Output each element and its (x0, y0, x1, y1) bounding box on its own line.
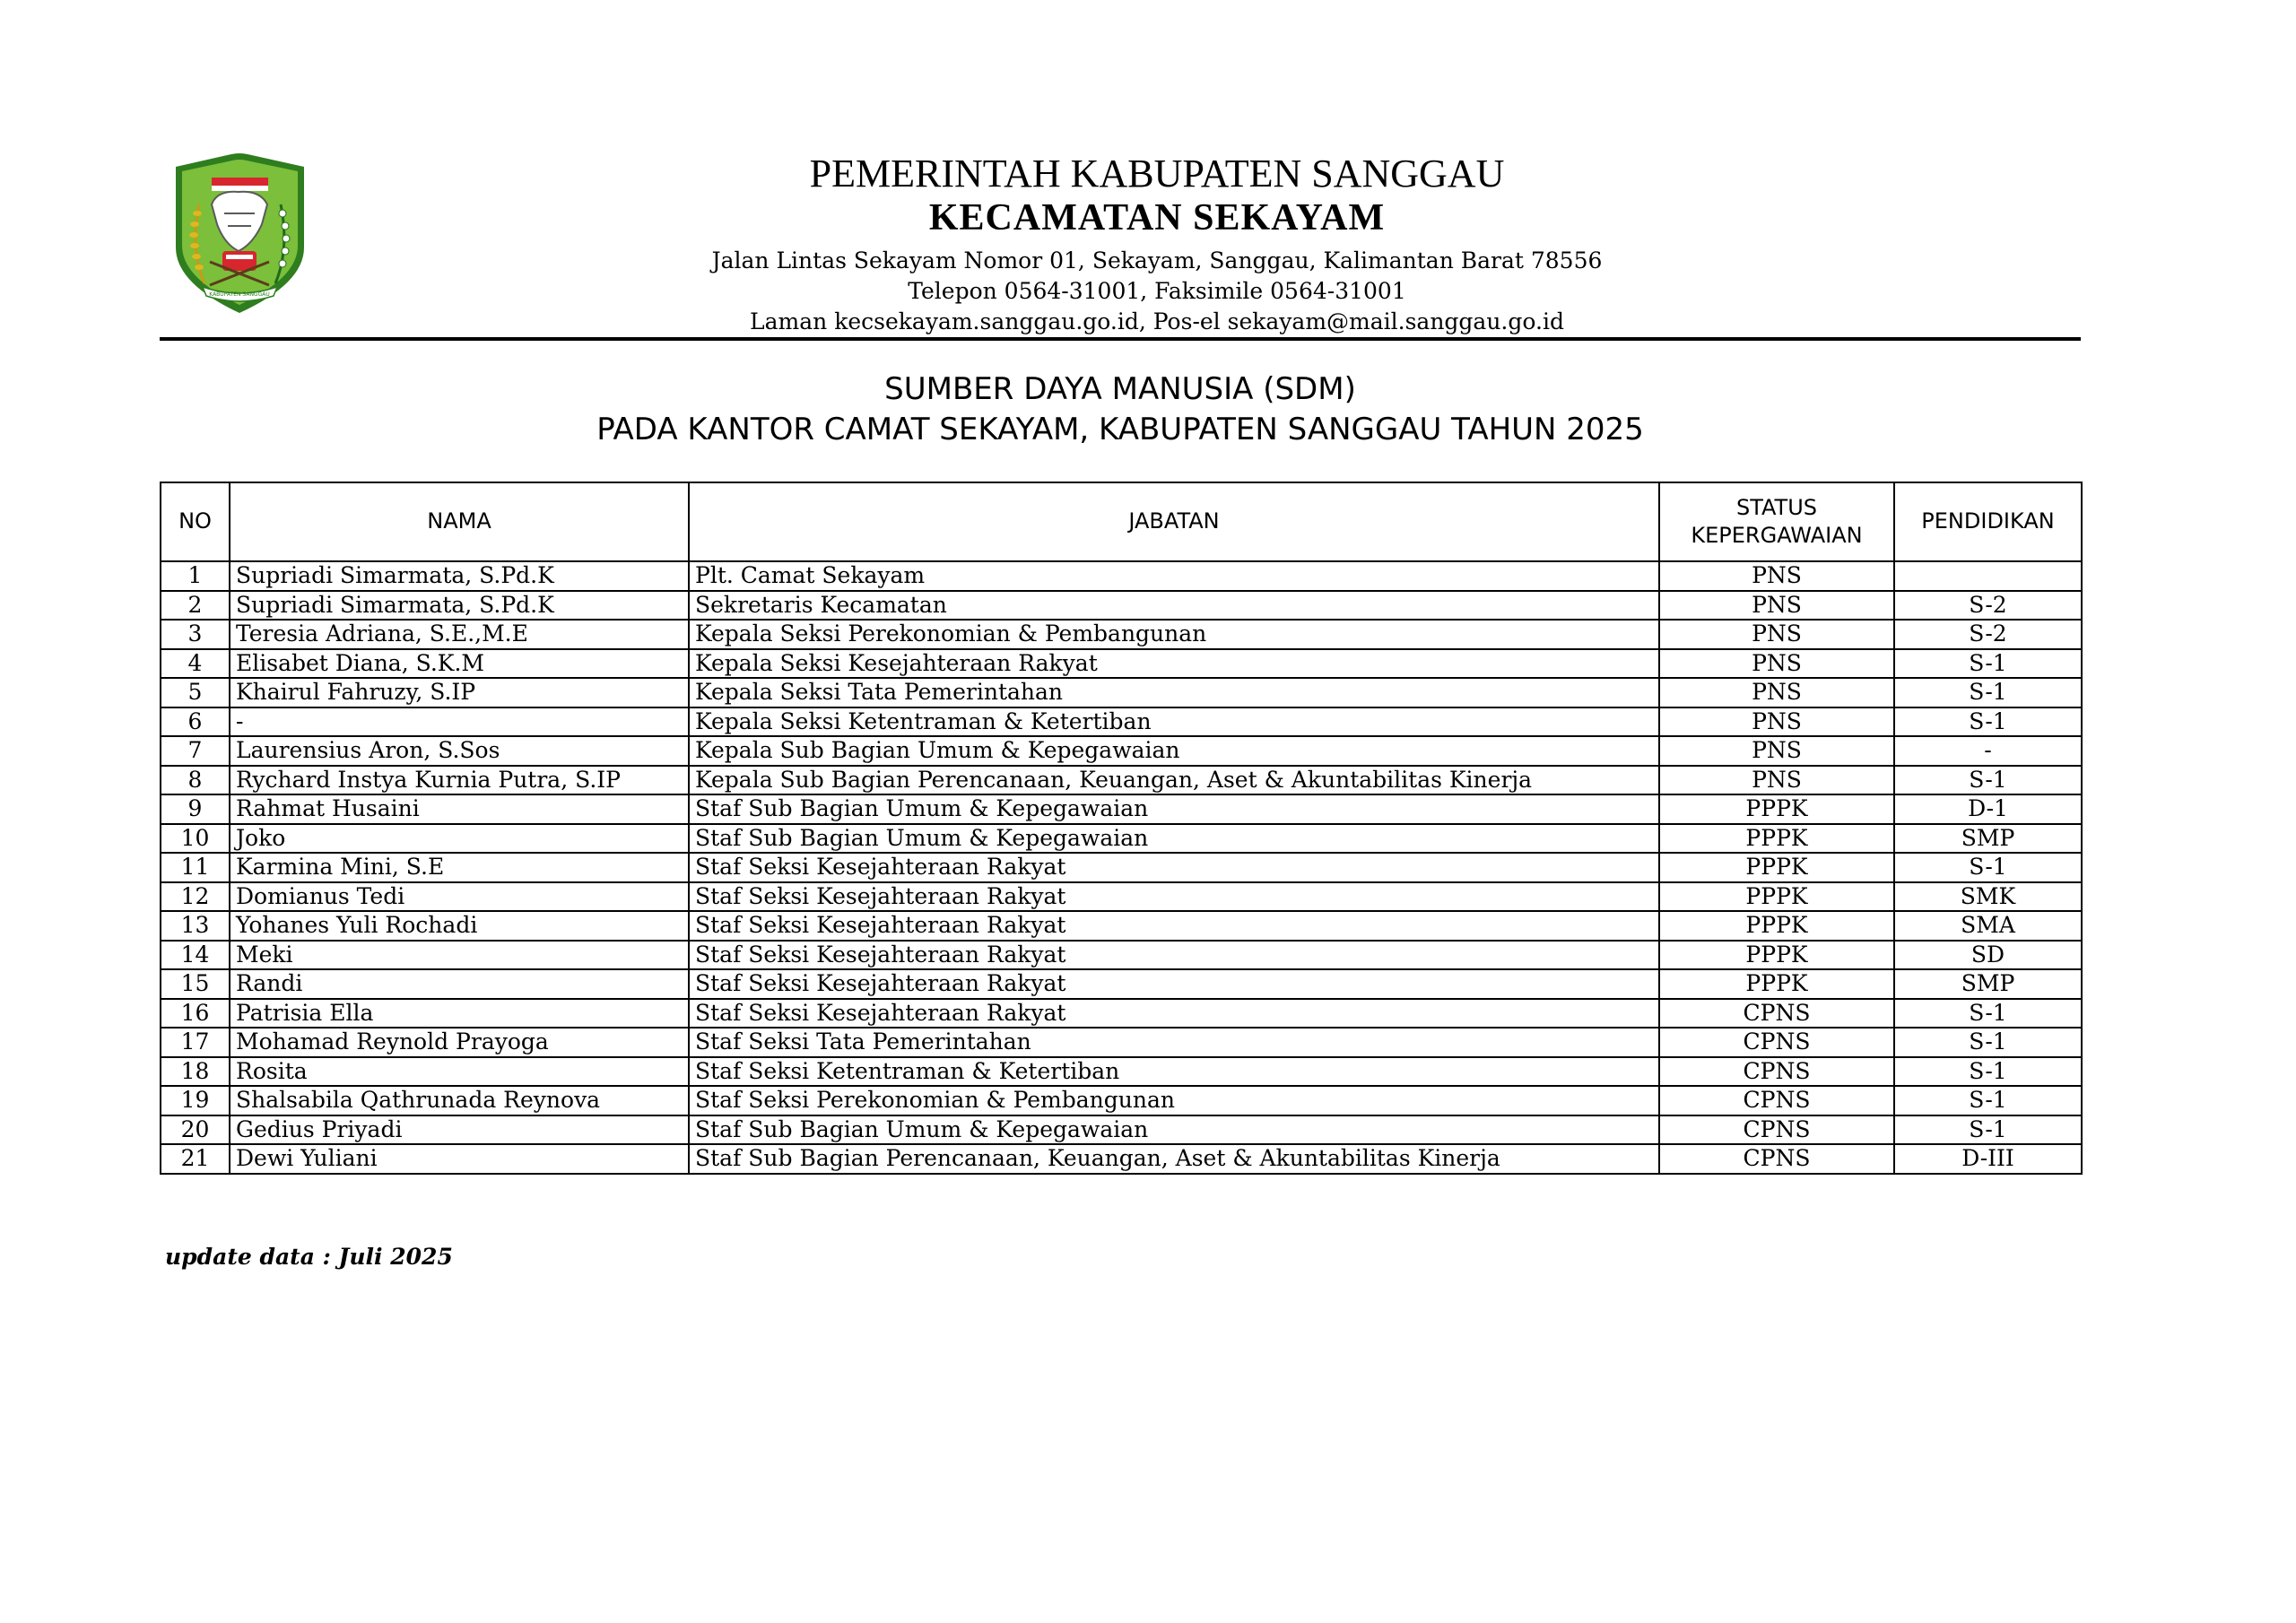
cell-jabatan: Staf Seksi Kesejahteraan Rakyat (689, 853, 1659, 882)
cell-jabatan: Staf Seksi Perekonomian & Pembangunan (689, 1086, 1659, 1115)
cell-pendidikan: S-2 (1894, 620, 2082, 649)
cell-pendidikan: S-1 (1894, 1115, 2082, 1145)
cell-pendidikan: S-2 (1894, 591, 2082, 621)
cell-pendidikan: SMA (1894, 911, 2082, 941)
cell-status: CPNS (1659, 1115, 1894, 1145)
cell-status: PNS (1659, 620, 1894, 649)
cell-no: 6 (161, 707, 230, 737)
cell-nama: Rahmat Husaini (230, 794, 689, 824)
cell-jabatan: Staf Seksi Kesejahteraan Rakyat (689, 969, 1659, 999)
header-status-line1: STATUS (1735, 494, 1818, 520)
cell-no: 14 (161, 941, 230, 970)
staff-table-body (161, 561, 2082, 1174)
cell-jabatan: Staf Seksi Kesejahteraan Rakyat (689, 882, 1659, 912)
cell-nama: Meki (230, 941, 689, 970)
table-row (161, 882, 2082, 912)
cell-pendidikan (1894, 561, 2082, 591)
table-row (161, 591, 2082, 621)
cell-jabatan: Kepala Seksi Ketentraman & Ketertiban (689, 707, 1659, 737)
cell-jabatan: Staf Seksi Kesejahteraan Rakyat (689, 941, 1659, 970)
cell-no: 15 (161, 969, 230, 999)
table-row (161, 766, 2082, 795)
cell-no: 18 (161, 1057, 230, 1087)
table-row (161, 620, 2082, 649)
cell-no: 3 (161, 620, 230, 649)
cell-nama: Gedius Priyadi (230, 1115, 689, 1145)
cell-status: PNS (1659, 561, 1894, 591)
cell-pendidikan: S-1 (1894, 649, 2082, 679)
cell-status: CPNS (1659, 1144, 1894, 1174)
header-nama: NAMA (230, 482, 689, 561)
svg-text:KABUPATEN SANGGAU: KABUPATEN SANGGAU (209, 291, 270, 298)
cell-no: 20 (161, 1115, 230, 1145)
document-title: SUMBER DAYA MANUSIA (SDM) (884, 371, 1356, 407)
cell-no: 13 (161, 911, 230, 941)
cell-nama: Khairul Fahruzy, S.IP (230, 678, 689, 707)
cell-pendidikan: SMP (1894, 824, 2082, 854)
cell-jabatan: Staf Sub Bagian Umum & Kepegawaian (689, 1115, 1659, 1145)
header-jabatan: JABATAN (689, 482, 1659, 561)
cell-status: CPNS (1659, 999, 1894, 1028)
update-note: update data : Juli 2025 (165, 1244, 453, 1270)
cell-nama: Karmina Mini, S.E (230, 853, 689, 882)
cell-nama: Rosita (230, 1057, 689, 1087)
sanggau-regency-emblem (170, 151, 309, 317)
cell-no: 19 (161, 1086, 230, 1115)
cell-status: PNS (1659, 766, 1894, 795)
table-row (161, 736, 2082, 766)
cell-pendidikan: D-III (1894, 1144, 2082, 1174)
cell-pendidikan: S-1 (1894, 678, 2082, 707)
cell-pendidikan: S-1 (1894, 853, 2082, 882)
cell-status: PNS (1659, 591, 1894, 621)
table-row (161, 1057, 2082, 1087)
cell-nama: Shalsabila Qathrunada Reynova (230, 1086, 689, 1115)
cell-jabatan: Kepala Sub Bagian Perencanaan, Keuangan, Aset & Akuntabilitas Kinerja (689, 766, 1659, 795)
cell-no: 10 (161, 824, 230, 854)
cell-jabatan: Staf Seksi Kesejahteraan Rakyat (689, 911, 1659, 941)
cell-jabatan: Kepala Sub Bagian Umum & Kepegawaian (689, 736, 1659, 766)
letterhead-divider (160, 337, 2081, 341)
cell-no: 4 (161, 649, 230, 679)
table-row (161, 853, 2082, 882)
table-row (161, 649, 2082, 679)
cell-no: 16 (161, 999, 230, 1028)
staff-table (160, 482, 2083, 1175)
cell-pendidikan: S-1 (1894, 766, 2082, 795)
cell-pendidikan: S-1 (1894, 707, 2082, 737)
cell-nama: Yohanes Yuli Rochadi (230, 911, 689, 941)
cell-jabatan: Kepala Seksi Perekonomian & Pembangunan (689, 620, 1659, 649)
cell-jabatan: Kepala Seksi Kesejahteraan Rakyat (689, 649, 1659, 679)
cell-nama: Domianus Tedi (230, 882, 689, 912)
cell-nama: Supriadi Simarmata, S.Pd.K (230, 591, 689, 621)
cell-jabatan: Staf Seksi Ketentraman & Ketertiban (689, 1057, 1659, 1087)
cell-jabatan: Staf Sub Bagian Perencanaan, Keuangan, Aset & Akuntabilitas Kinerja (689, 1144, 1659, 1174)
cell-jabatan: Kepala Seksi Tata Pemerintahan (689, 678, 1659, 707)
cell-pendidikan: SMP (1894, 969, 2082, 999)
cell-pendidikan: SD (1894, 941, 2082, 970)
cell-status: PPPK (1659, 882, 1894, 912)
header-no: NO (161, 482, 230, 561)
cell-nama: Rychard Instya Kurnia Putra, S.IP (230, 766, 689, 795)
cell-no: 2 (161, 591, 230, 621)
cell-status: PPPK (1659, 824, 1894, 854)
table-row (161, 1144, 2082, 1174)
cell-status: PPPK (1659, 794, 1894, 824)
document-subtitle: PADA KANTOR CAMAT SEKAYAM, KABUPATEN SANGGAU TAHUN 2025 (596, 412, 1644, 447)
cell-nama: Elisabet Diana, S.K.M (230, 649, 689, 679)
cell-status: PNS (1659, 678, 1894, 707)
cell-jabatan: Staf Sub Bagian Umum & Kepegawaian (689, 794, 1659, 824)
cell-no: 8 (161, 766, 230, 795)
table-row (161, 999, 2082, 1028)
table-row (161, 824, 2082, 854)
cell-nama: Joko (230, 824, 689, 854)
table-row (161, 678, 2082, 707)
office-address: Jalan Lintas Sekayam Nomor 01, Sekayam, Sanggau, Kalimantan Barat 78556 (711, 247, 1603, 273)
cell-nama: - (230, 707, 689, 737)
cell-status: CPNS (1659, 1057, 1894, 1087)
cell-status: PPPK (1659, 969, 1894, 999)
cell-no: 11 (161, 853, 230, 882)
cell-pendidikan: S-1 (1894, 1028, 2082, 1057)
table-row (161, 941, 2082, 970)
cell-nama: Patrisia Ella (230, 999, 689, 1028)
header-status-line2: KEPERGAWAIAN (1691, 523, 1863, 548)
table-row (161, 1028, 2082, 1057)
header-pendidikan: PENDIDIKAN (1894, 482, 2082, 561)
table-row (161, 561, 2082, 591)
office-phone: Telepon 0564-31001, Faksimile 0564-31001 (908, 278, 1406, 304)
cell-pendidikan: - (1894, 736, 2082, 766)
cell-no: 9 (161, 794, 230, 824)
government-name: PEMERINTAH KABUPATEN SANGGAU (809, 152, 1505, 195)
table-row (161, 794, 2082, 824)
table-row (161, 1115, 2082, 1145)
cell-jabatan: Plt. Camat Sekayam (689, 561, 1659, 591)
cell-status: PPPK (1659, 853, 1894, 882)
cell-no: 1 (161, 561, 230, 591)
cell-nama: Dewi Yuliani (230, 1144, 689, 1174)
cell-jabatan: Staf Seksi Kesejahteraan Rakyat (689, 999, 1659, 1028)
table-row (161, 969, 2082, 999)
header-status (1659, 482, 1894, 561)
cell-nama: Laurensius Aron, S.Sos (230, 736, 689, 766)
cell-jabatan: Staf Sub Bagian Umum & Kepegawaian (689, 824, 1659, 854)
cell-no: 12 (161, 882, 230, 912)
cell-pendidikan: D-1 (1894, 794, 2082, 824)
cell-nama: Supriadi Simarmata, S.Pd.K (230, 561, 689, 591)
cell-nama: Teresia Adriana, S.E.,M.E (230, 620, 689, 649)
cell-status: PNS (1659, 649, 1894, 679)
cell-jabatan: Staf Seksi Tata Pemerintahan (689, 1028, 1659, 1057)
cell-nama: Randi (230, 969, 689, 999)
cell-no: 17 (161, 1028, 230, 1057)
cell-no: 5 (161, 678, 230, 707)
cell-status: PNS (1659, 707, 1894, 737)
cell-status: PNS (1659, 736, 1894, 766)
table-row (161, 1086, 2082, 1115)
cell-status: CPNS (1659, 1028, 1894, 1057)
cell-no: 7 (161, 736, 230, 766)
cell-pendidikan: SMK (1894, 882, 2082, 912)
district-name: KECAMATAN SEKAYAM (928, 197, 1386, 239)
cell-status: PPPK (1659, 941, 1894, 970)
cell-jabatan: Sekretaris Kecamatan (689, 591, 1659, 621)
cell-status: CPNS (1659, 1086, 1894, 1115)
cell-nama: Mohamad Reynold Prayoga (230, 1028, 689, 1057)
cell-pendidikan: S-1 (1894, 1086, 2082, 1115)
table-row (161, 911, 2082, 941)
cell-pendidikan: S-1 (1894, 1057, 2082, 1087)
cell-status: PPPK (1659, 911, 1894, 941)
cell-no: 21 (161, 1144, 230, 1174)
table-row (161, 707, 2082, 737)
cell-pendidikan: S-1 (1894, 999, 2082, 1028)
office-website-email: Laman kecsekayam.sanggau.go.id, Pos-el sekayam@mail.sanggau.go.id (750, 308, 1564, 334)
table-header-row (161, 482, 2082, 561)
